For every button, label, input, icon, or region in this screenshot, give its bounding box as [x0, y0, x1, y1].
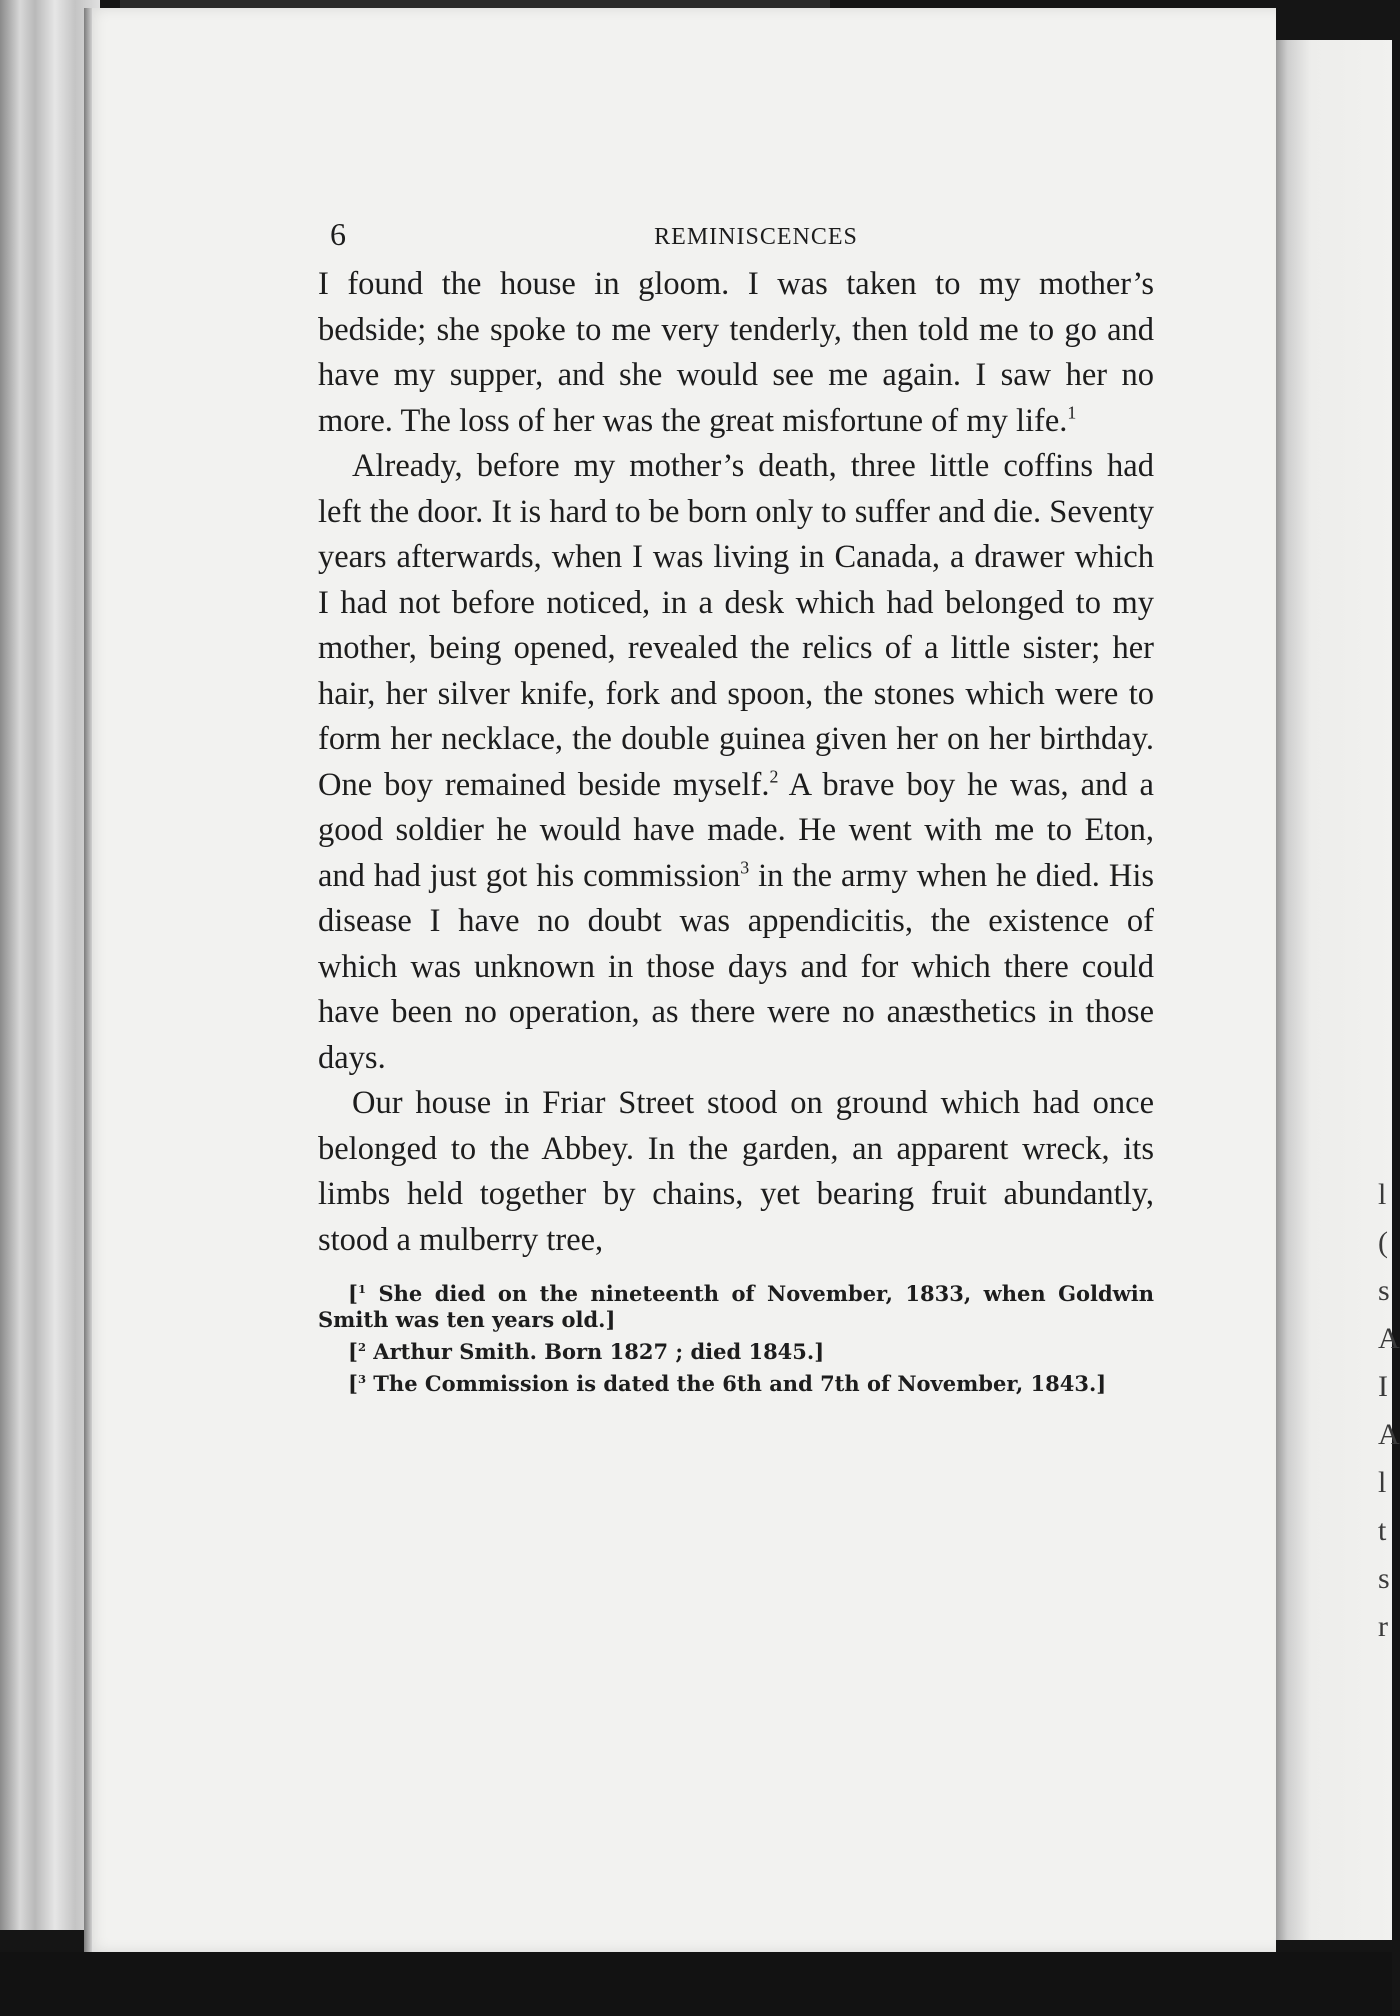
facing-page-glyph: l	[1378, 1466, 1387, 1499]
facing-page-glyph: l	[1378, 1178, 1387, 1211]
paragraph-text: Our house in Friar Street stood on ground which had once belonged to the Abbey. In the garden, an apparent wreck, its limbs held together by chains, yet bearing fruit abundantly, stood a mulberry tree,	[318, 1085, 1154, 1258]
body-text	[318, 262, 1154, 1263]
page-number: 6	[330, 216, 346, 252]
footnote: [$^2$ Arthur Smith. Born 1827 ; died 1845.]	[348, 1339, 825, 1364]
facing-page-glyph: s	[1378, 1274, 1390, 1307]
footnote-marker: 2	[357, 1339, 366, 1354]
facing-page-glyph: s	[1378, 1562, 1390, 1595]
footnote-text: She died on the nineteenth of November, 1833, when Goldwin Smith was ten years old.]	[318, 1281, 1154, 1332]
paragraph	[318, 444, 1154, 1081]
running-head	[318, 210, 1154, 262]
paragraph-text: Already, before my mother’s death, three little coffins had left the door. It is hard to be born only to suffer and die. Seventy years afterwards, when I was living in Canada, a drawer which I had not before noticed, in a desk which had belonged to my mother, being opened, revealed the relics of a little sister; her hair, her silver knife, fork and spoon, the stones which were to form her necklace, the double guinea given her on her birthday. One boy remained beside myself.	[318, 448, 1154, 803]
footnote-ref: 3	[740, 857, 750, 877]
footnote: [$^1$ She died on the nineteenth of November, 1833, when Goldwin Smith was ten years old.]	[318, 1281, 1154, 1332]
page-content	[318, 210, 1154, 1403]
footnote-ref: 1	[1067, 402, 1077, 422]
footnote-marker: 3	[357, 1371, 366, 1386]
facing-page-glyph: t	[1378, 1514, 1387, 1547]
facing-page-glyph: r	[1378, 1610, 1388, 1643]
facing-page-edge	[1276, 40, 1392, 1940]
facing-page-glyph: (	[1378, 1226, 1388, 1259]
paragraph	[318, 262, 1154, 444]
paragraph-text: in the army when he died. His disease I have no doubt was appendicitis, the existence of which was unknown in those days and for which there could have been no operation, as there were no anæsthetics in those days.	[318, 857, 1154, 1076]
footnote: [$^3$ The Commission is dated the 6th and 7th of November, 1843.]	[348, 1371, 1107, 1396]
running-title: REMINISCENCES	[654, 224, 858, 250]
footnote-marker: 1	[357, 1281, 366, 1296]
paragraph-text: A brave boy he was, and a good soldier he would have made. He went with me to Eton, and had just got his commission	[318, 766, 1154, 894]
facing-page-glyph: A	[1378, 1418, 1400, 1451]
facing-page-glyph: I	[1378, 1370, 1388, 1403]
scan-bottom-edge	[0, 1952, 1392, 2016]
footnotes	[318, 1281, 1154, 1397]
footnote-text: Arthur Smith. Born 1827 ; died 1845.]	[373, 1339, 825, 1364]
paragraph-text: I found the house in gloom. I was taken to my mother’s bedside; she spoke to me very tenderly, then told me to go and have my supper, and she would see me again. I saw her no more. The loss of her was the great misfortune of my life.	[318, 266, 1154, 439]
footnote-text: The Commission is dated the 6th and 7th of November, 1843.]	[373, 1371, 1107, 1396]
footnote-ref: 2	[769, 766, 779, 786]
page-gutter-shadow	[84, 8, 92, 1952]
facing-page-glyph: A	[1378, 1322, 1400, 1355]
paragraph	[318, 1081, 1154, 1263]
